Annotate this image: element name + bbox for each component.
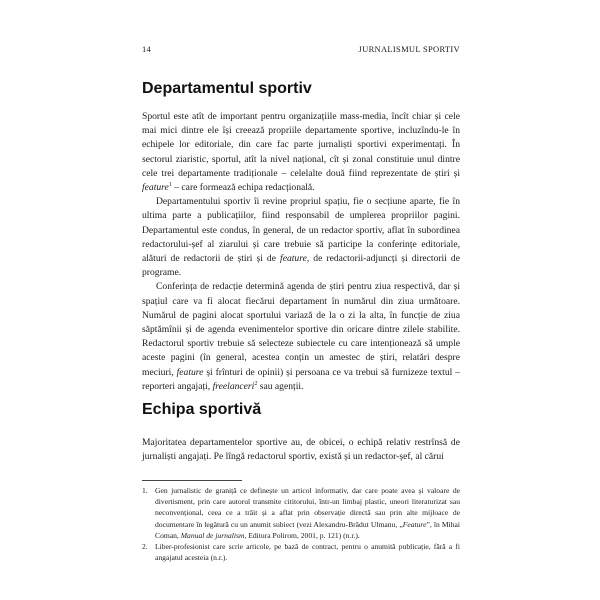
section-body-departamentul-sportiv <box>142 110 460 394</box>
book-title: Manual de jurnalism <box>180 530 245 540</box>
paragraph <box>142 280 460 394</box>
italic-term: Feature <box>402 519 427 529</box>
running-title: JURNALISMUL SPORTIV <box>358 44 460 54</box>
paragraph-text: și frînturi de opinii) și persoana ce va trebui să furnizeze textul – reporteri angajați, <box>142 366 460 392</box>
paragraph-text: sau agenții. <box>257 380 304 392</box>
footnote-ref[interactable]: 1 <box>168 181 172 188</box>
footnotes <box>142 485 460 563</box>
section-heading-echipa-sportiva: Echipa sportivă <box>142 401 262 418</box>
paragraph-text: , de redactorii-adjuncți și directorii de programe. <box>142 253 460 279</box>
footnote-text: Liber-profesionist care scrie articole, pe bază de contract, pentru o anumită publicație, fără a fi angajatul acesteia (n.r.). <box>155 542 460 563</box>
italic-term: feature <box>142 182 169 194</box>
italic-term: freelanceri <box>212 380 255 392</box>
footnote-ref[interactable]: 2 <box>254 380 258 387</box>
paragraph-text: Conferința de redacție determină agenda de știri pentru ziua respectivă, dar și spațiul care va fi alocat fiecărui departament în numărul din ziua următoare. Numărul de pagini alocat sportului variază de la o zi la alta, în funcție de ziua săptămînii și de agenda evenimentelor sportive din oricare dintre zilele stabilite. Redactorul sportiv trebuie să selecteze subiectele cu care intenționează să umple aceste pagini (în general, acestea conțin un amestec de știri, relatări despre meciuri, <box>142 281 460 378</box>
paragraph <box>142 110 460 195</box>
paragraph-text: – care formează echipa redacțională. <box>171 182 315 194</box>
footnote-divider <box>142 480 242 481</box>
paragraph-text: Sportul este atît de important pentru organizațiile mass-media, încît chiar și cele mai mici dintre ele își creează propriile departamente sportive, incluzîndu-le în echipele lor editoriale, din care fac parte jurnaliști sportivi experimentați. În sectorul ziaristic, sportul, atît la nivel național, cît și zonal constituie unul dintre cele trei departamente tradiționale – celelalte două fiind reprezentate de știri și <box>142 111 460 179</box>
section-heading-departamentul-sportiv: Departamentul sportiv <box>142 80 312 97</box>
paragraph: Majoritatea departamentelor sportive au, de obicei, o echipă relativ restrînsă de jurnaliști angajați. Pe lîngă redactorul sportiv, există și un redactor-șef, al cărui <box>142 437 460 463</box>
footnote-text: , Editura Polirom, 2001, p. 121) (n.r.). <box>244 530 360 540</box>
paragraph-text: Departamentului sportiv îi revine propriul spațiu, fie o secțiune aparte, fie în ultima parte a publicațiilor, fiind responsabil de umplerea propriilor pagini. Departamentul este condus, în general, de un redactor sportiv, aflat în subordinea redactorului-șef al ziarului și care trebuie să participe la conferințe editoriale, alături de redactorii de știri și de <box>142 196 460 265</box>
italic-term: feature <box>176 366 204 378</box>
footnote-number: 1. <box>142 486 148 495</box>
running-header <box>142 44 460 58</box>
footnote-text: ”, în Mihai Coman, <box>155 519 460 540</box>
footnote-number: 2. <box>142 542 148 552</box>
paragraph <box>142 195 460 280</box>
footnote-2 <box>142 541 460 563</box>
italic-term: feature <box>280 253 307 265</box>
section-body-echipa-sportiva <box>142 436 460 464</box>
footnote-text: Gen jurnalistic de graniță ce definește un articol informativ, dar care poate avea și valoare de divertisment, prin care autorul transmite cititorului, într-un limbaj plastic, uneori literaturizat sau neconvențional, ceea ce a trăit și a aflat prin observație directă sau prin alte mijloace de documentare în legătură cu un anumit subiect (vezi Alexandru-Brădut Ulmanu, „ <box>155 486 460 529</box>
footnote-1 <box>142 485 460 541</box>
page-number: 14 <box>142 44 152 54</box>
